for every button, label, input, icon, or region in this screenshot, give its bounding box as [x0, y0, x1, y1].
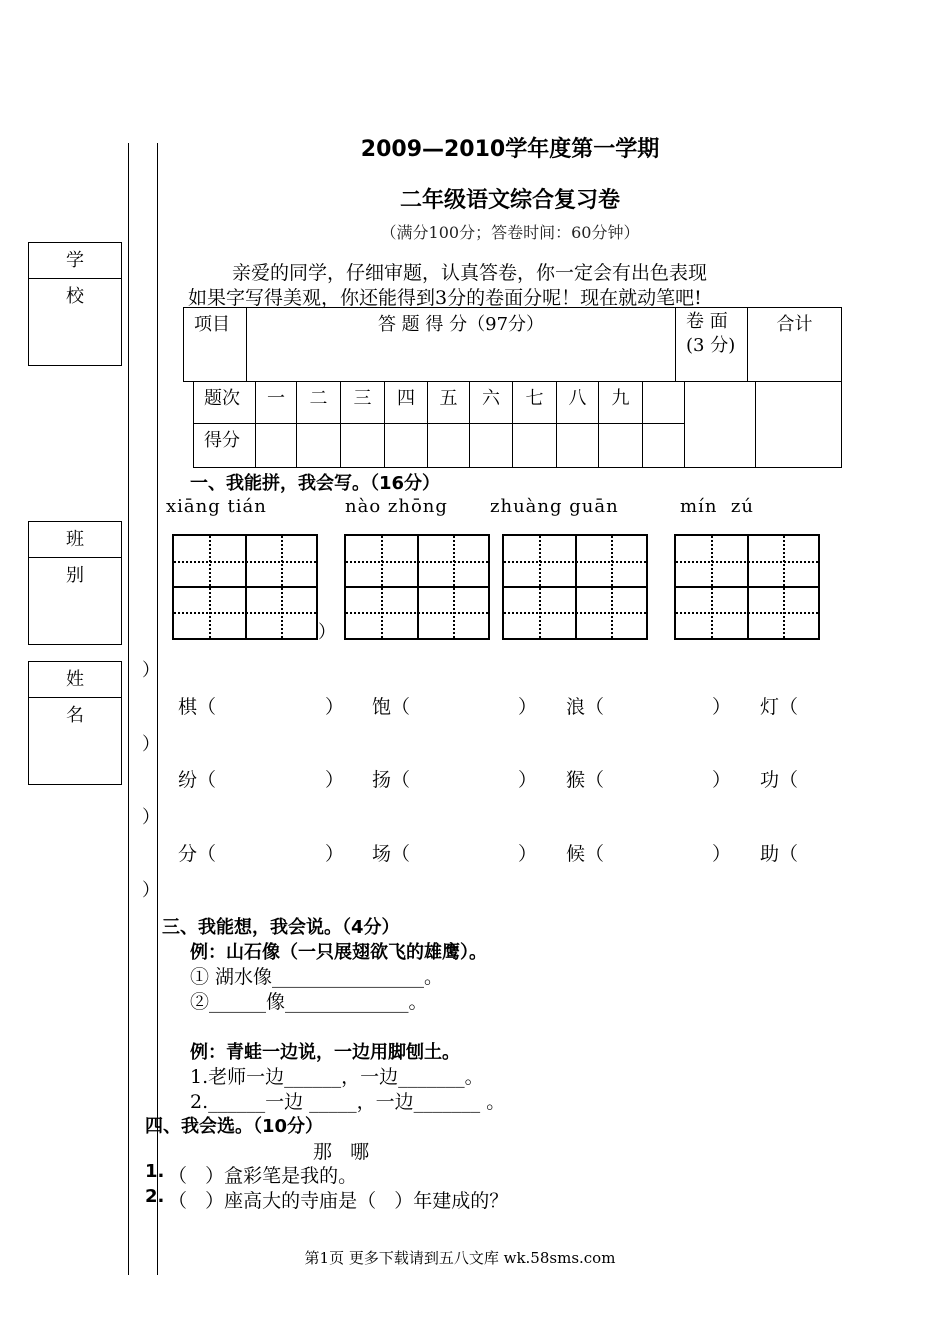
section-3-q1[interactable]: ① 湖水像________________。 [190, 966, 444, 988]
writing-grid-2[interactable] [344, 534, 490, 640]
score-cell-1[interactable] [255, 423, 297, 468]
score-cell-4[interactable] [384, 423, 428, 468]
exam-info: （满分100分；答卷时间：60分钟） [380, 223, 640, 242]
section-4-choices: 那 哪 [313, 1141, 370, 1163]
section-4-title: 四、我会选。（10分） [145, 1116, 324, 1137]
page-subtitle-title: 二年级语文综合复习卷 [399, 188, 620, 213]
row3-item-6: ） [712, 843, 732, 865]
intro-line-2: 如果字写得美观，你还能得到3分的卷面分呢！现在就动笔吧! [188, 287, 702, 309]
section-1-title: 一、我能拼，我会写。（16分） [190, 473, 441, 494]
row1-item-3: 饱（ [372, 696, 411, 718]
num-cell-2: 二 [296, 381, 341, 424]
pinyin-3: zhuàng guān [490, 496, 619, 517]
score-cell-8[interactable] [556, 423, 599, 468]
section-3-q4[interactable]: 2.______一边 _____，一边_______ 。 [190, 1091, 506, 1113]
score-cell-3[interactable] [340, 423, 385, 468]
row2-item-4: ） [518, 769, 538, 791]
score-cell-9[interactable] [598, 423, 643, 468]
score-cell-7[interactable] [512, 423, 557, 468]
writing-grid-3[interactable] [502, 534, 648, 640]
row1-close: ） [142, 734, 160, 755]
num-cell-1: 一 [255, 381, 297, 424]
class-box[interactable] [28, 521, 122, 645]
row-label-score: 得分 [193, 423, 256, 468]
class-label: 班 别 [29, 522, 121, 558]
stray-paren-1: ） [318, 622, 336, 643]
num-cell-4: 四 [384, 381, 428, 424]
page-footer: 第1页 更多下载请到五八文库 wk.58sms.com [304, 1249, 616, 1267]
row2-item-7: 功（ [760, 769, 799, 791]
total-score-cell[interactable] [755, 381, 842, 468]
page-title: 2009—2010学年度第一学期 [360, 137, 660, 162]
intro-line-1: 亲爱的同学，仔细审题，认真答卷，你一定会有出色表现 [232, 262, 708, 284]
row3-close: ） [142, 880, 160, 901]
section-3-q3[interactable]: 1.老师一边______，一边_______。 [190, 1066, 484, 1088]
row3-item-7: 助（ [760, 843, 799, 865]
section-3-example-1: 例：山石像（一只展翅欲飞的雄鹰）。 [190, 942, 487, 963]
row2-close: ） [142, 807, 160, 828]
name-box[interactable] [28, 661, 122, 785]
writing-grid-4[interactable] [674, 534, 820, 640]
num-cell-5: 五 [427, 381, 470, 424]
section-3-q2[interactable]: ②______像_____________。 [190, 991, 428, 1013]
num-cell-6: 六 [469, 381, 513, 424]
writing-grid-1[interactable] [172, 534, 318, 640]
pinyin-2: nào zhōng [345, 496, 448, 517]
row2-item-6: ） [712, 769, 732, 791]
answer-label: 答 题 得 分（97分） [377, 314, 545, 335]
row1-item-4: ） [518, 696, 538, 718]
row1-item-6: ） [712, 696, 732, 718]
row1-item-7: 灯（ [760, 696, 799, 718]
num-cell-3: 三 [340, 381, 385, 424]
num-cell-7: 七 [512, 381, 557, 424]
row2-item-2: ） [325, 769, 345, 791]
row3-item-3: 场（ [372, 843, 411, 865]
section-3-example-2: 例：青蛙一边说，一边用脚刨土。 [190, 1042, 460, 1063]
binding-line-right [157, 143, 158, 1275]
item-label: 项目 [194, 314, 230, 335]
row3-item-5: 候（ [566, 843, 605, 865]
section-4-q2-number: 2. [145, 1186, 165, 1207]
pinyin-4: mín zú [680, 496, 754, 517]
total-label: 合计 [776, 314, 813, 335]
score-cell-10[interactable] [642, 423, 685, 468]
row3-item-1: 分（ [178, 843, 217, 865]
section-4-q1[interactable]: （ ）盒彩笔是我的。 [168, 1165, 358, 1187]
section-4-q1-number: 1. [145, 1161, 165, 1182]
num-cell-10 [642, 381, 685, 424]
score-cell-5[interactable] [427, 423, 470, 468]
name-label: 姓 名 [29, 662, 121, 698]
row3-item-4: ） [518, 843, 538, 865]
row2-item-3: 扬（ [372, 769, 411, 791]
section-4-q2[interactable]: （ ）座高大的寺庙是（ ）年建成的？ [168, 1190, 509, 1212]
score-cell-2[interactable] [296, 423, 341, 468]
score-item-header [183, 307, 247, 382]
paper-label: 卷 面 (3 分) [686, 311, 736, 356]
score-paper-header [675, 307, 748, 382]
num-cell-9: 九 [598, 381, 643, 424]
school-label: 学 校 [29, 243, 121, 279]
pinyin-1: xiāng tián [166, 496, 267, 517]
row1-item-1: 棋（ [178, 696, 217, 718]
score-answer-header [246, 307, 676, 382]
row1-item-2: ） [325, 696, 345, 718]
school-box[interactable] [28, 242, 122, 366]
section-3-title: 三、我能想，我会说。（4分） [162, 917, 400, 938]
score-total-header [747, 307, 842, 382]
score-cell-6[interactable] [469, 423, 513, 468]
paper-score-cell[interactable] [684, 381, 756, 468]
row1-item-5: 浪（ [566, 696, 605, 718]
row2-item-1: 纷（ [178, 769, 217, 791]
num-cell-8: 八 [556, 381, 599, 424]
binding-line-left [128, 143, 129, 1275]
stray-paren-2: ） [142, 660, 160, 681]
row3-item-2: ） [325, 843, 345, 865]
row-label-question: 题次 [193, 381, 256, 424]
row2-item-5: 猴（ [566, 769, 605, 791]
